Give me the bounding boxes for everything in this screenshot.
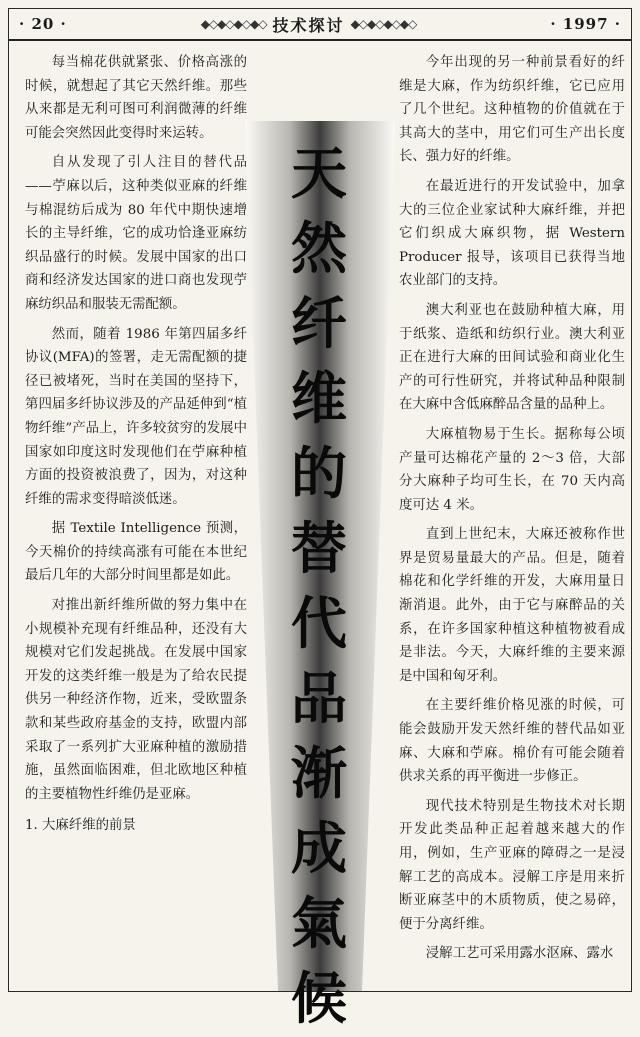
- header-ornament-left: ◆◇◆◇◆◇◆◇: [200, 17, 267, 31]
- article-title: [271, 137, 367, 1037]
- right-paragraph: 浸解工艺可采用露水沤麻、露水: [425, 946, 614, 962]
- right-paragraph: 在最近进行的开发试验中，加拿大的三位企业家试种大麻纤维，并把它们织成大麻织物，据 Western Producer 报导，该项目已获得当地农业部门的支持。: [399, 178, 625, 289]
- right-paragraph: 大麻植物易于生长。据称每公顷产量可达棉花产量的 2～3 倍，大部分大麻种子均可生长，在 70 天内高度可达 4 米。: [399, 426, 625, 513]
- right-paragraph: 澳大利亚也在鼓励种植大麻，用于纸浆、造纸和纺织行业。澳大利亚正在进行大麻的田间试验和商业化生产的可行性研究，并将试种品种限制在大麻中含低麻醉品含量的品种上。: [399, 302, 625, 413]
- year-label: · 1997 ·: [550, 15, 621, 33]
- right-paragraph: 今年出现的另一种前景看好的纤维是大麻，作为纺织纤维，它已应用了几个世纪。这种植物的价值就在于其高大的茎中，用它们可生产出长度长、强力好的纤维。: [399, 55, 625, 165]
- right-paragraph: 在主要纤维价格见涨的时候，可能会鼓励开发天然纤维的替代品如亚麻、大麻和苧麻。棉价有可能会随着供求关系的再平衡进一步修正。: [399, 698, 625, 785]
- title-char: 维: [291, 367, 347, 432]
- title-char: 的: [291, 442, 347, 507]
- page-number: · 20 ·: [19, 15, 67, 33]
- left-paragraph: 然而，随着 1986 年第四届多纤协议(MFA)的签署，走无需配额的捷径已被堵死，当时在美国的坚持下，第四届多纤协议涉及的产品延伸到“植物纤维”产品上，许多较贫穷的发展中国家如印度这时发现他们在苧麻种植方面的投资被浪费了，因为，对这种纤维的需求变得暗淡低迷。: [25, 326, 247, 507]
- title-char: 渐: [291, 742, 347, 807]
- title-char: 代: [291, 592, 347, 657]
- title-char: 候: [291, 967, 347, 1032]
- title-char: 天: [291, 142, 347, 207]
- left-paragraph: 对推出新纤维所做的努力集中在小规模补充现有纤维品种，还没有大规模对它们发起挑战。在发展中国家开发的这类纤维一般是为了给农民提供另一种经济作物，近来，受欧盟条款和某些政府基金的支持，欧盟内部采取了一系列扩大亚麻种植的激励措施，虽然面临困难，但北欧地区种植的主要植物性纤维仍是亚麻。: [25, 598, 247, 802]
- magazine-page: [8, 8, 632, 1032]
- left-paragraph: 每当棉花供就紧张、价格高涨的时候，就想起了其它天然纤维。那些从来都是无利可图可利润微薄的纤维可能会突然因此变得时来运转。: [25, 55, 247, 141]
- title-char: 然: [291, 217, 347, 282]
- left-subheading: 1. 大麻纤维的前景: [25, 818, 136, 834]
- title-char: 纤: [291, 292, 347, 357]
- title-char: 品: [291, 667, 347, 732]
- section-header: [201, 13, 417, 36]
- title-char: 成: [291, 817, 347, 882]
- left-paragraph: 自从发现了引人注目的替代品——苧麻以后，这种类似亚麻的纤维与棉混纺后成为 80 年代中期快速增长的主导纤维，它的成功恰逢亚麻纺织品盛行的时候。发展中国家的出口商和经济发达国家的进口商也发现苧麻纺织品和服装无需配额。: [25, 155, 247, 312]
- title-char: 氣: [291, 892, 347, 957]
- page-header: [9, 9, 631, 41]
- right-column: [399, 51, 625, 993]
- title-char: 替: [291, 517, 347, 582]
- section-title: 技术探讨: [272, 15, 345, 35]
- right-paragraph: 现代技术特别是生物技术对长期开发此类品种正起着越来越大的作用，例如，生产亚麻的障碍之一是浸解工艺的高成本。浸解工序是用来折断亚麻茎中的木质物质，使之易碎，便于分离纤维。: [399, 798, 625, 932]
- right-paragraph: 直到上世纪末，大麻还被称作世界是贸易量最大的产品。但是，随着棉花和化学纤维的开发，大麻用量日渐消退。此外，由于它与麻醉品的关系，在许多国家种植这种植物被看成是非法。今天，大麻纤维的主要来源是中国和匈牙利。: [399, 527, 625, 684]
- header-ornament-right: ◆◇◆◇◆◇◆◇: [350, 17, 417, 31]
- left-column: [25, 51, 247, 993]
- left-paragraph: 据 Textile Intelligence 预测，今天棉价的持续高涨有可能在本世纪最后几年的大部分时间里都是如此。: [25, 521, 247, 584]
